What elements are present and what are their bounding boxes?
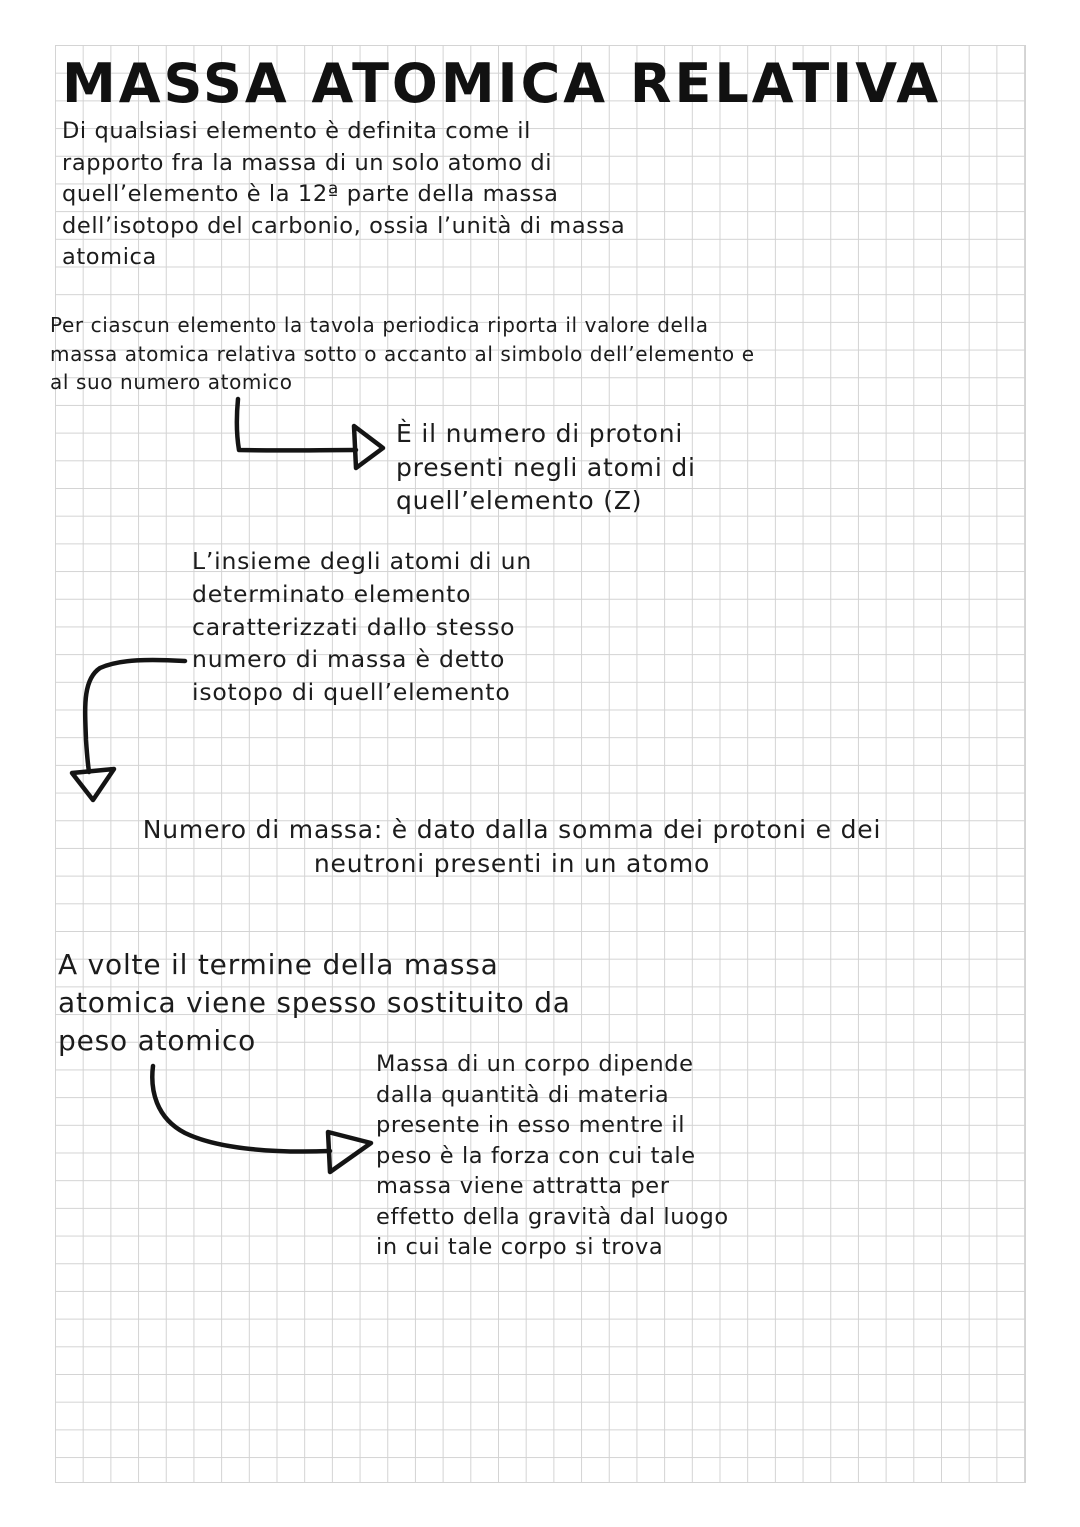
isotope-note: L’insieme degli atomi di un determinato elemento caratterizzati dallo stesso numero di massa è detto isotopo di quell’elemento — [192, 547, 533, 707]
arrow-to-mass-number — [72, 660, 185, 800]
arrowhead-icon — [328, 1132, 371, 1172]
mass-vs-weight-note: Massa di un corpo dipende dalla quantità di materia presente in esso mentre il peso è la forza con cui tale massa viene attratta per effetto della gravità dal luogo in cui tale corpo si trova — [376, 1051, 729, 1260]
arrowhead-icon — [354, 426, 383, 468]
arrow-to-atomic-number — [237, 399, 383, 468]
arrow-shaft-icon — [152, 1066, 330, 1152]
atomic-weight-paragraph: A volte il termine della massa atomica viene spesso sostituito da peso atomico — [58, 948, 571, 1057]
arrowhead-icon — [72, 769, 114, 800]
mass-number-note: Numero di massa: è dato dalla somma dei protoni e dei neutroni presenti in un atomo — [142, 815, 882, 878]
arrow-shaft-icon — [85, 660, 185, 772]
atomic-number-note: È il numero di protoni presenti negli atomi di quell’elemento (Z) — [396, 419, 696, 515]
page-title: MASSA ATOMICA RELATIVA — [62, 52, 942, 115]
arrow-shaft-icon — [237, 399, 356, 450]
periodic-table-paragraph: Per ciascun elemento la tavola periodica riporta il valore della massa atomica relativa sotto o accanto al simbolo dell’elemento e al suo numero atomico — [50, 313, 755, 394]
definition-paragraph: Di qualsiasi elemento è definita come il rapporto fra la massa di un solo atomo di quell’elemento è la 12ª parte della massa dell’isotopo del carbonio, ossia l’unità di massa atomica — [62, 118, 626, 270]
arrow-to-mass-vs-weight — [152, 1066, 371, 1172]
